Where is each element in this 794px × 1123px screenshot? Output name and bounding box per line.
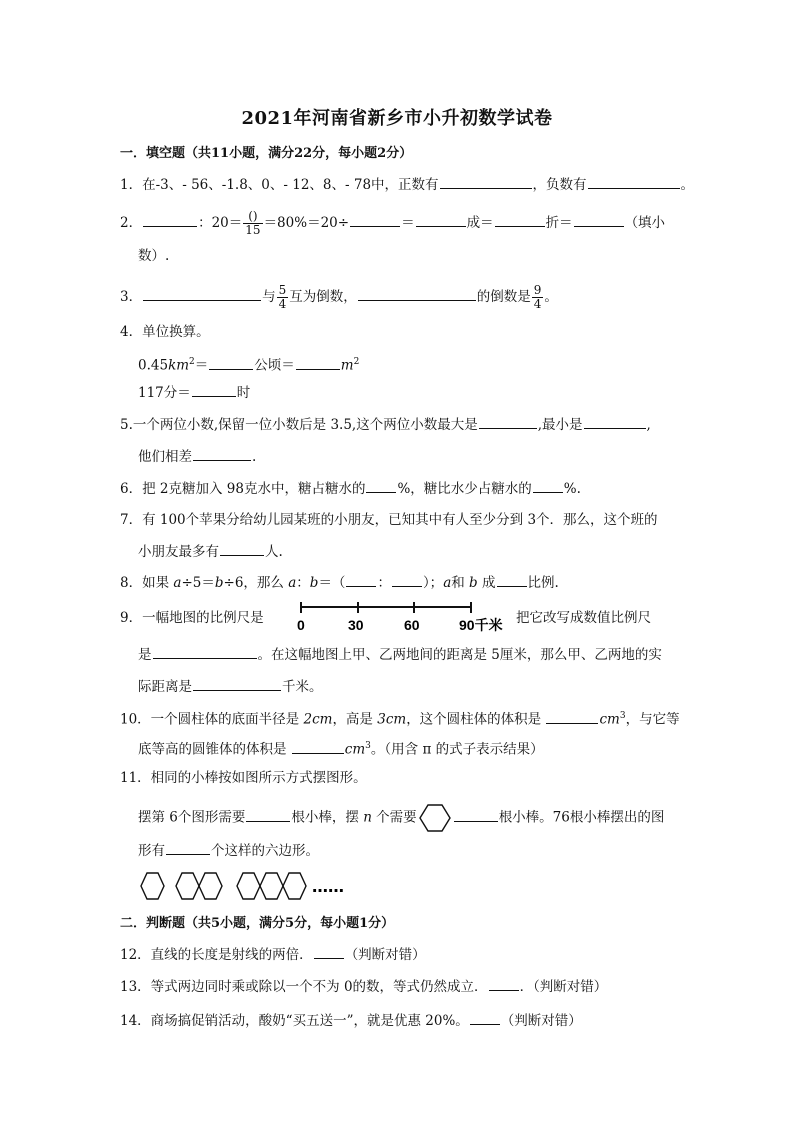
hexagon-pattern-figure: [136, 868, 366, 904]
answer-blank[interactable]: [358, 286, 476, 301]
question-9-tail: 把它改写成数值比例尺: [516, 610, 651, 626]
answer-blank[interactable]: [153, 644, 257, 659]
answer-blank[interactable]: [246, 807, 290, 822]
question-4-line-1: $0.45km^2=$ 公顷＝ $m^2$: [138, 352, 698, 376]
hexagon-shape: [199, 873, 222, 899]
answer-blank[interactable]: [533, 478, 563, 493]
answer-blank[interactable]: [416, 212, 466, 227]
question-2-cont: 数）.: [138, 248, 170, 264]
answer-blank[interactable]: [366, 478, 396, 493]
ellipsis: ……: [312, 877, 344, 896]
answer-blank[interactable]: [392, 572, 422, 587]
question-6: 6．把 2克糖加入 98克水中，糖占糖水的 %，糖比水少占糖水的 %.: [120, 478, 680, 499]
answer-blank[interactable]: [143, 286, 261, 301]
scale-label: 60: [404, 617, 420, 633]
answer-blank[interactable]: [588, 174, 680, 189]
question-9-cont-2: 际距离是 千米。: [138, 676, 698, 697]
answer-blank[interactable]: [166, 840, 210, 855]
hexagon-shape: [141, 873, 164, 899]
answer-blank[interactable]: [193, 446, 251, 461]
answer-blank[interactable]: [454, 807, 498, 822]
question-4: 4．单位换算。: [120, 324, 210, 340]
question-8: 8．如果 a÷5＝b÷6，那么 a：b＝（ ： ）；a和 b 成 比例.: [120, 572, 680, 593]
answer-blank[interactable]: [314, 944, 344, 959]
question-1: [120, 174, 695, 195]
question-5: 5.一个两位小数,保留一位小数后是 3.5,这个两位小数最大是 ,最小是 ,: [120, 414, 680, 435]
answer-blank[interactable]: [546, 709, 598, 724]
question-5-cont: 他们相差 .: [138, 446, 698, 467]
answer-blank[interactable]: [470, 1010, 500, 1025]
fraction: $\frac{()}{15}$: [245, 209, 261, 237]
answer-blank[interactable]: [220, 541, 264, 556]
map-scale-bar: [296, 601, 516, 633]
question-10-cont: 底等高的圆锥体的体积是 $cm^3$。（用含 π 的式子表示结果）: [138, 736, 698, 760]
hexagon-shape: [176, 873, 199, 899]
question-10: 10．一个圆柱体的底面半径是 2cm，高是 3cm，这个圆柱体的体积是 $cm^3$，与它等: [120, 706, 680, 730]
question-2: 2． ：20＝ $\frac{()}{15}$ ＝80%＝20÷ ＝ 成＝ 折＝ （填小: [120, 209, 666, 237]
answer-blank[interactable]: [440, 174, 532, 189]
page-title: 2021年河南省新乡市小升初数学试卷: [241, 108, 553, 129]
question-7: 7．有 100个苹果分给幼儿园某班的小朋友，已知其中有人至少分到 3个．那么，这个班的: [120, 512, 658, 528]
question-9-cont: 是 。在这幅地图上甲、乙两地间的距离是 5厘米，那么甲、乙两地的实: [138, 644, 698, 665]
section-1-heading: 一．填空题（共11小题，满分22分，每小题2分）: [120, 146, 413, 161]
answer-blank[interactable]: [193, 676, 281, 691]
answer-blank[interactable]: [209, 355, 253, 370]
q1-text: 1．在-3、- 56、-1.8、0、- 12、8、- 78中，正数有: [120, 177, 439, 193]
answer-blank[interactable]: [495, 212, 545, 227]
answer-blank[interactable]: [143, 212, 197, 227]
scale-label: 30: [348, 617, 364, 633]
question-12: 12．直线的长度是射线的两倍． （判断对错）: [120, 944, 680, 965]
question-3: 3． 与 $\frac{5}{4}$ 互为倒数， 的倒数是 $\frac{9}{4}$ 。: [120, 283, 558, 311]
question-11-line-2: 形有 个这样的六边形。: [138, 840, 698, 861]
answer-blank[interactable]: [574, 212, 624, 227]
q1-text: ，负数有: [532, 177, 587, 193]
question-14: 14．商场搞促销活动，酸奶“买五送一”，就是优惠 20%。 （判断对错）: [120, 1010, 680, 1031]
answer-blank[interactable]: [497, 572, 527, 587]
fraction: $\frac{5}{4}$: [278, 283, 287, 311]
q1-text: 。: [680, 177, 695, 193]
answer-blank[interactable]: [489, 976, 519, 991]
answer-blank[interactable]: [346, 572, 376, 587]
question-7-cont: 小朋友最多有 人.: [138, 541, 698, 562]
answer-blank[interactable]: [296, 355, 340, 370]
question-11-line-1: 摆第 6个图形需要 根小棒，摆 n 个需要 根小棒。76根小棒摆出的图: [138, 804, 698, 832]
scale-label: 0: [297, 617, 305, 633]
hexagon-icon: [419, 804, 451, 832]
hexagon-shape: [237, 873, 260, 899]
question-13: 13．等式两边同时乘或除以一个不为 0的数，等式仍然成立． ．（判断对错）: [120, 976, 680, 997]
question-11: 11．相同的小棒按如图所示方式摆图形。: [120, 770, 367, 786]
question-4-line-2: 117分＝ 时: [138, 382, 698, 403]
section-2-heading: 二．判断题（共5小题，满分5分，每小题1分）: [120, 916, 395, 931]
answer-blank[interactable]: [292, 739, 344, 754]
scale-label: 90千米: [459, 617, 503, 633]
answer-blank[interactable]: [584, 414, 646, 429]
question-9: 9．一幅地图的比例尺是: [120, 610, 264, 626]
hexagon-shape: [283, 873, 306, 899]
answer-blank[interactable]: [479, 414, 537, 429]
hexagon-shape: [260, 873, 283, 899]
answer-blank[interactable]: [350, 212, 400, 227]
fraction: $\frac{9}{4}$: [533, 283, 542, 311]
answer-blank[interactable]: [192, 382, 236, 397]
